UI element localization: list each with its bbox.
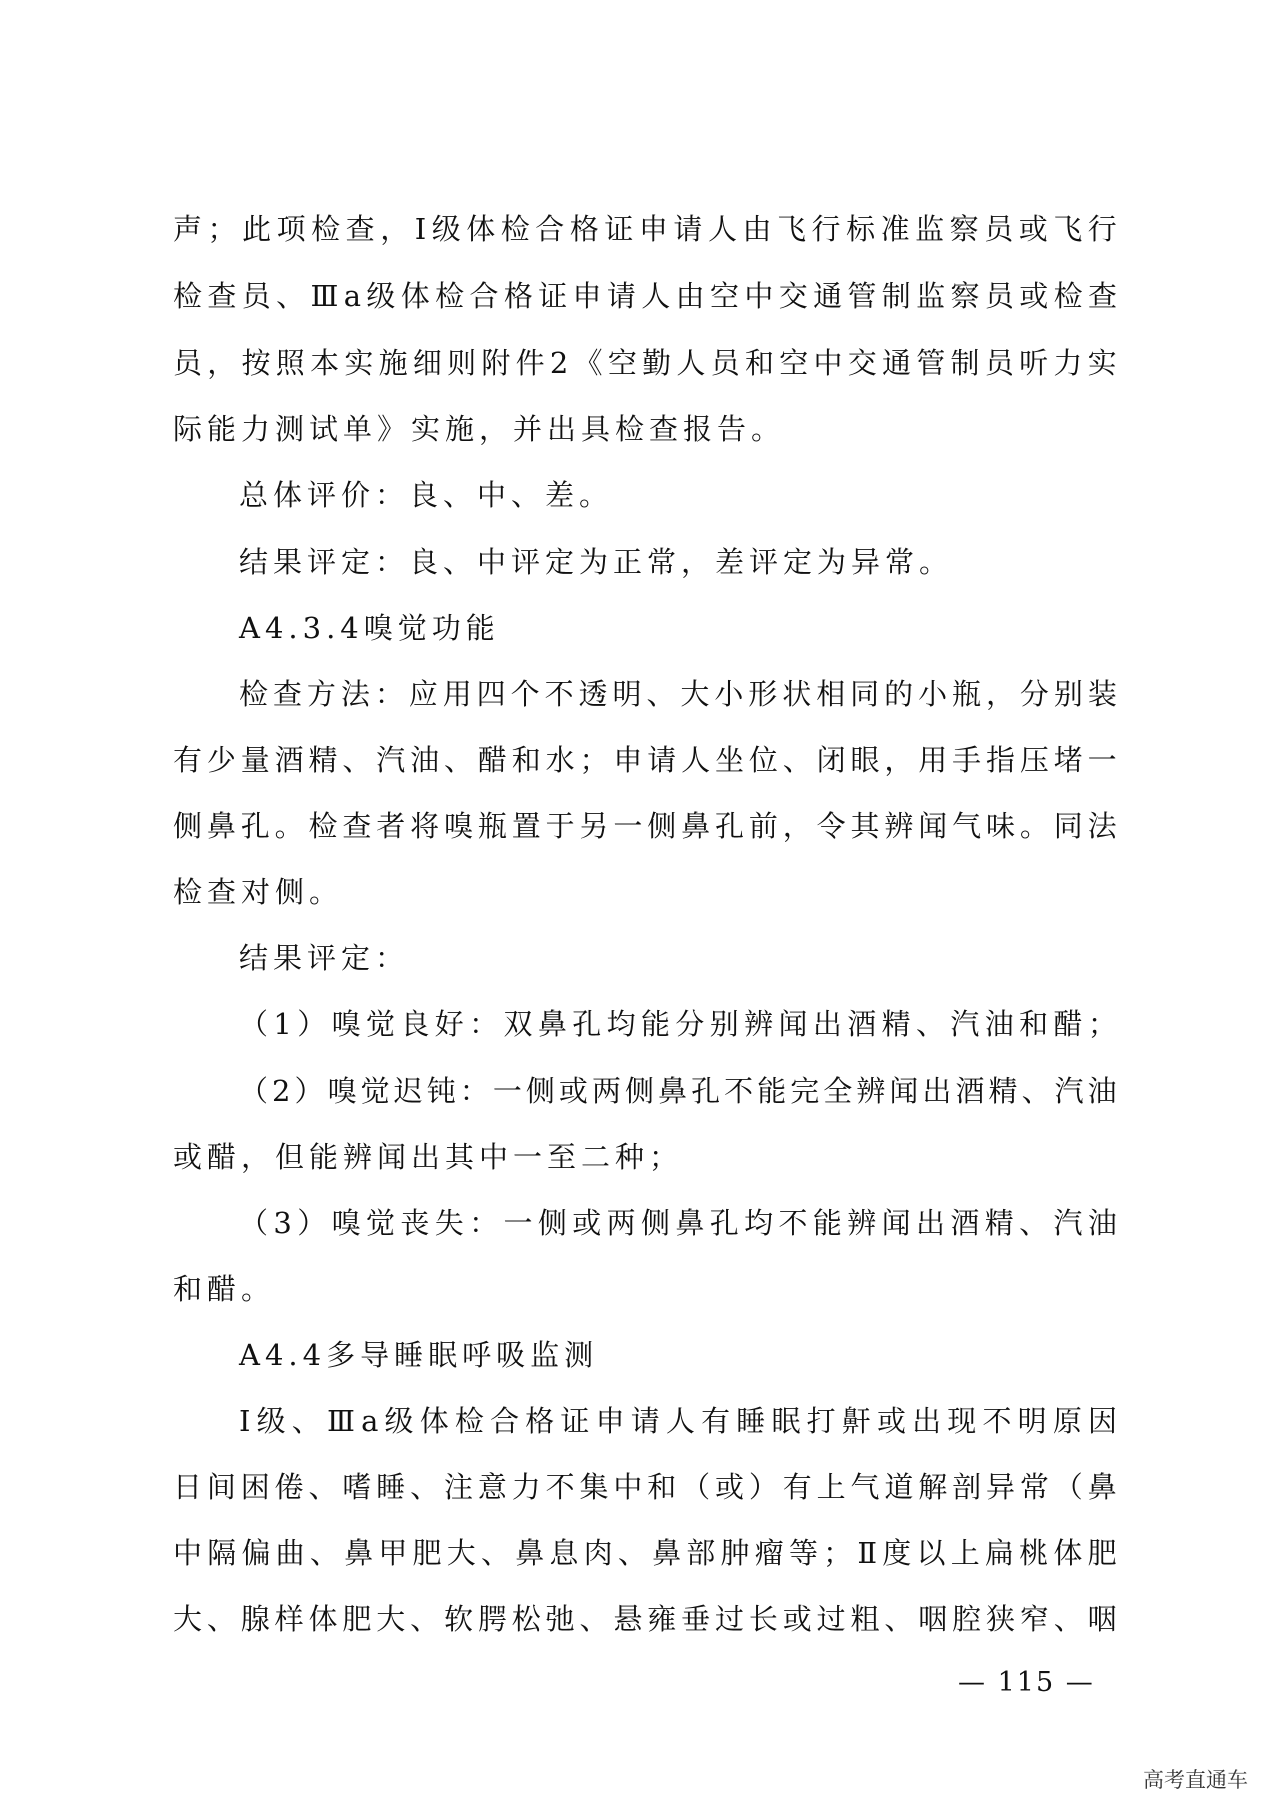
list-item: （ 2 ） 嗅 觉 迟 钝 ： 一 侧 或 两 侧 鼻 孔 不 能 完 全 辨 闻 出 酒 精 、 汽 油 [239, 1074, 1117, 1108]
text-line: 中 隔 偏 曲 、 鼻 甲 肥 大 、 鼻 息 肉 、 鼻 部 肿 瘤 等 ； Ⅱ 度 以 上 扁 桃 体 肥 [173, 1536, 1117, 1570]
text-line: 检 查 员 、 Ⅲ a 级 体 检 合 格 证 申 请 人 由 空 中 交 通 管 制 监 察 员 或 检 查 [173, 279, 1117, 313]
page-number: — 115 — [958, 1667, 1095, 1698]
watermark: 高考直通车 [1143, 1768, 1248, 1792]
text-line: 员 ， 按 照 本 实 施 细 则 附 件 2 《 空 勤 人 员 和 空 中 交 通 管 制 员 听 力 实 [173, 346, 1117, 380]
text-line: 检 查 方 法 ： 应 用 四 个 不 透 明 、 大 小 形 状 相 同 的 小 瓶 ， 分 别 装 [239, 677, 1117, 711]
text-line: 检查对侧。 [173, 875, 344, 909]
section-heading: A4.4多导睡眠呼吸监测 [239, 1338, 599, 1372]
text-line: 声 ； 此 项 检 查 ， Ⅰ 级 体 检 合 格 证 申 请 人 由 飞 行 标 准 监 察 员 或 飞 行 [173, 212, 1117, 246]
text-line: 结果评定：良、中评定为正常，差评定为异常。 [239, 545, 954, 579]
text-line: 大 、 腺 样 体 肥 大 、 软 腭 松 弛 、 悬 雍 垂 过 长 或 过 粗 、 咽 腔 狭 窄 、 咽 [173, 1602, 1117, 1636]
section-heading: A4.3.4嗅觉功能 [239, 611, 500, 645]
text-line: 结果评定： [239, 941, 410, 975]
text-line: 日 间 困 倦 、 嗜 睡 、 注 意 力 不 集 中 和 （ 或 ） 有 上 气 道 解 剖 异 常 （ 鼻 [173, 1470, 1117, 1504]
list-item: （ 3 ） 嗅 觉 丧 失 ： 一 侧 或 两 侧 鼻 孔 均 不 能 辨 闻 出 酒 精 、 汽 油 [239, 1206, 1117, 1240]
text-line: 际能力测试单》实施，并出具检查报告。 [173, 412, 786, 446]
text-line: Ⅰ 级 、 Ⅲ a 级 体 检 合 格 证 申 请 人 有 睡 眠 打 鼾 或 出 现 不 明 原 因 [239, 1404, 1117, 1438]
text-line: 侧 鼻 孔 。 检 查 者 将 嗅 瓶 置 于 另 一 侧 鼻 孔 前 ， 令 其 辨 闻 气 味 。 同 法 [173, 809, 1117, 843]
text-line: 或醋，但能辨闻出其中一至二种； [173, 1140, 684, 1174]
text-line: 有 少 量 酒 精 、 汽 油 、 醋 和 水 ； 申 请 人 坐 位 、 闭 眼 ， 用 手 指 压 堵 一 [173, 743, 1117, 777]
text-line: 和醋。 [173, 1272, 276, 1306]
list-item: （ 1 ） 嗅 觉 良 好 ： 双 鼻 孔 均 能 分 别 辨 闻 出 酒 精 、 汽 油 和 醋 ； [239, 1007, 1117, 1041]
text-line: 总体评价：良、中、差。 [239, 478, 614, 512]
